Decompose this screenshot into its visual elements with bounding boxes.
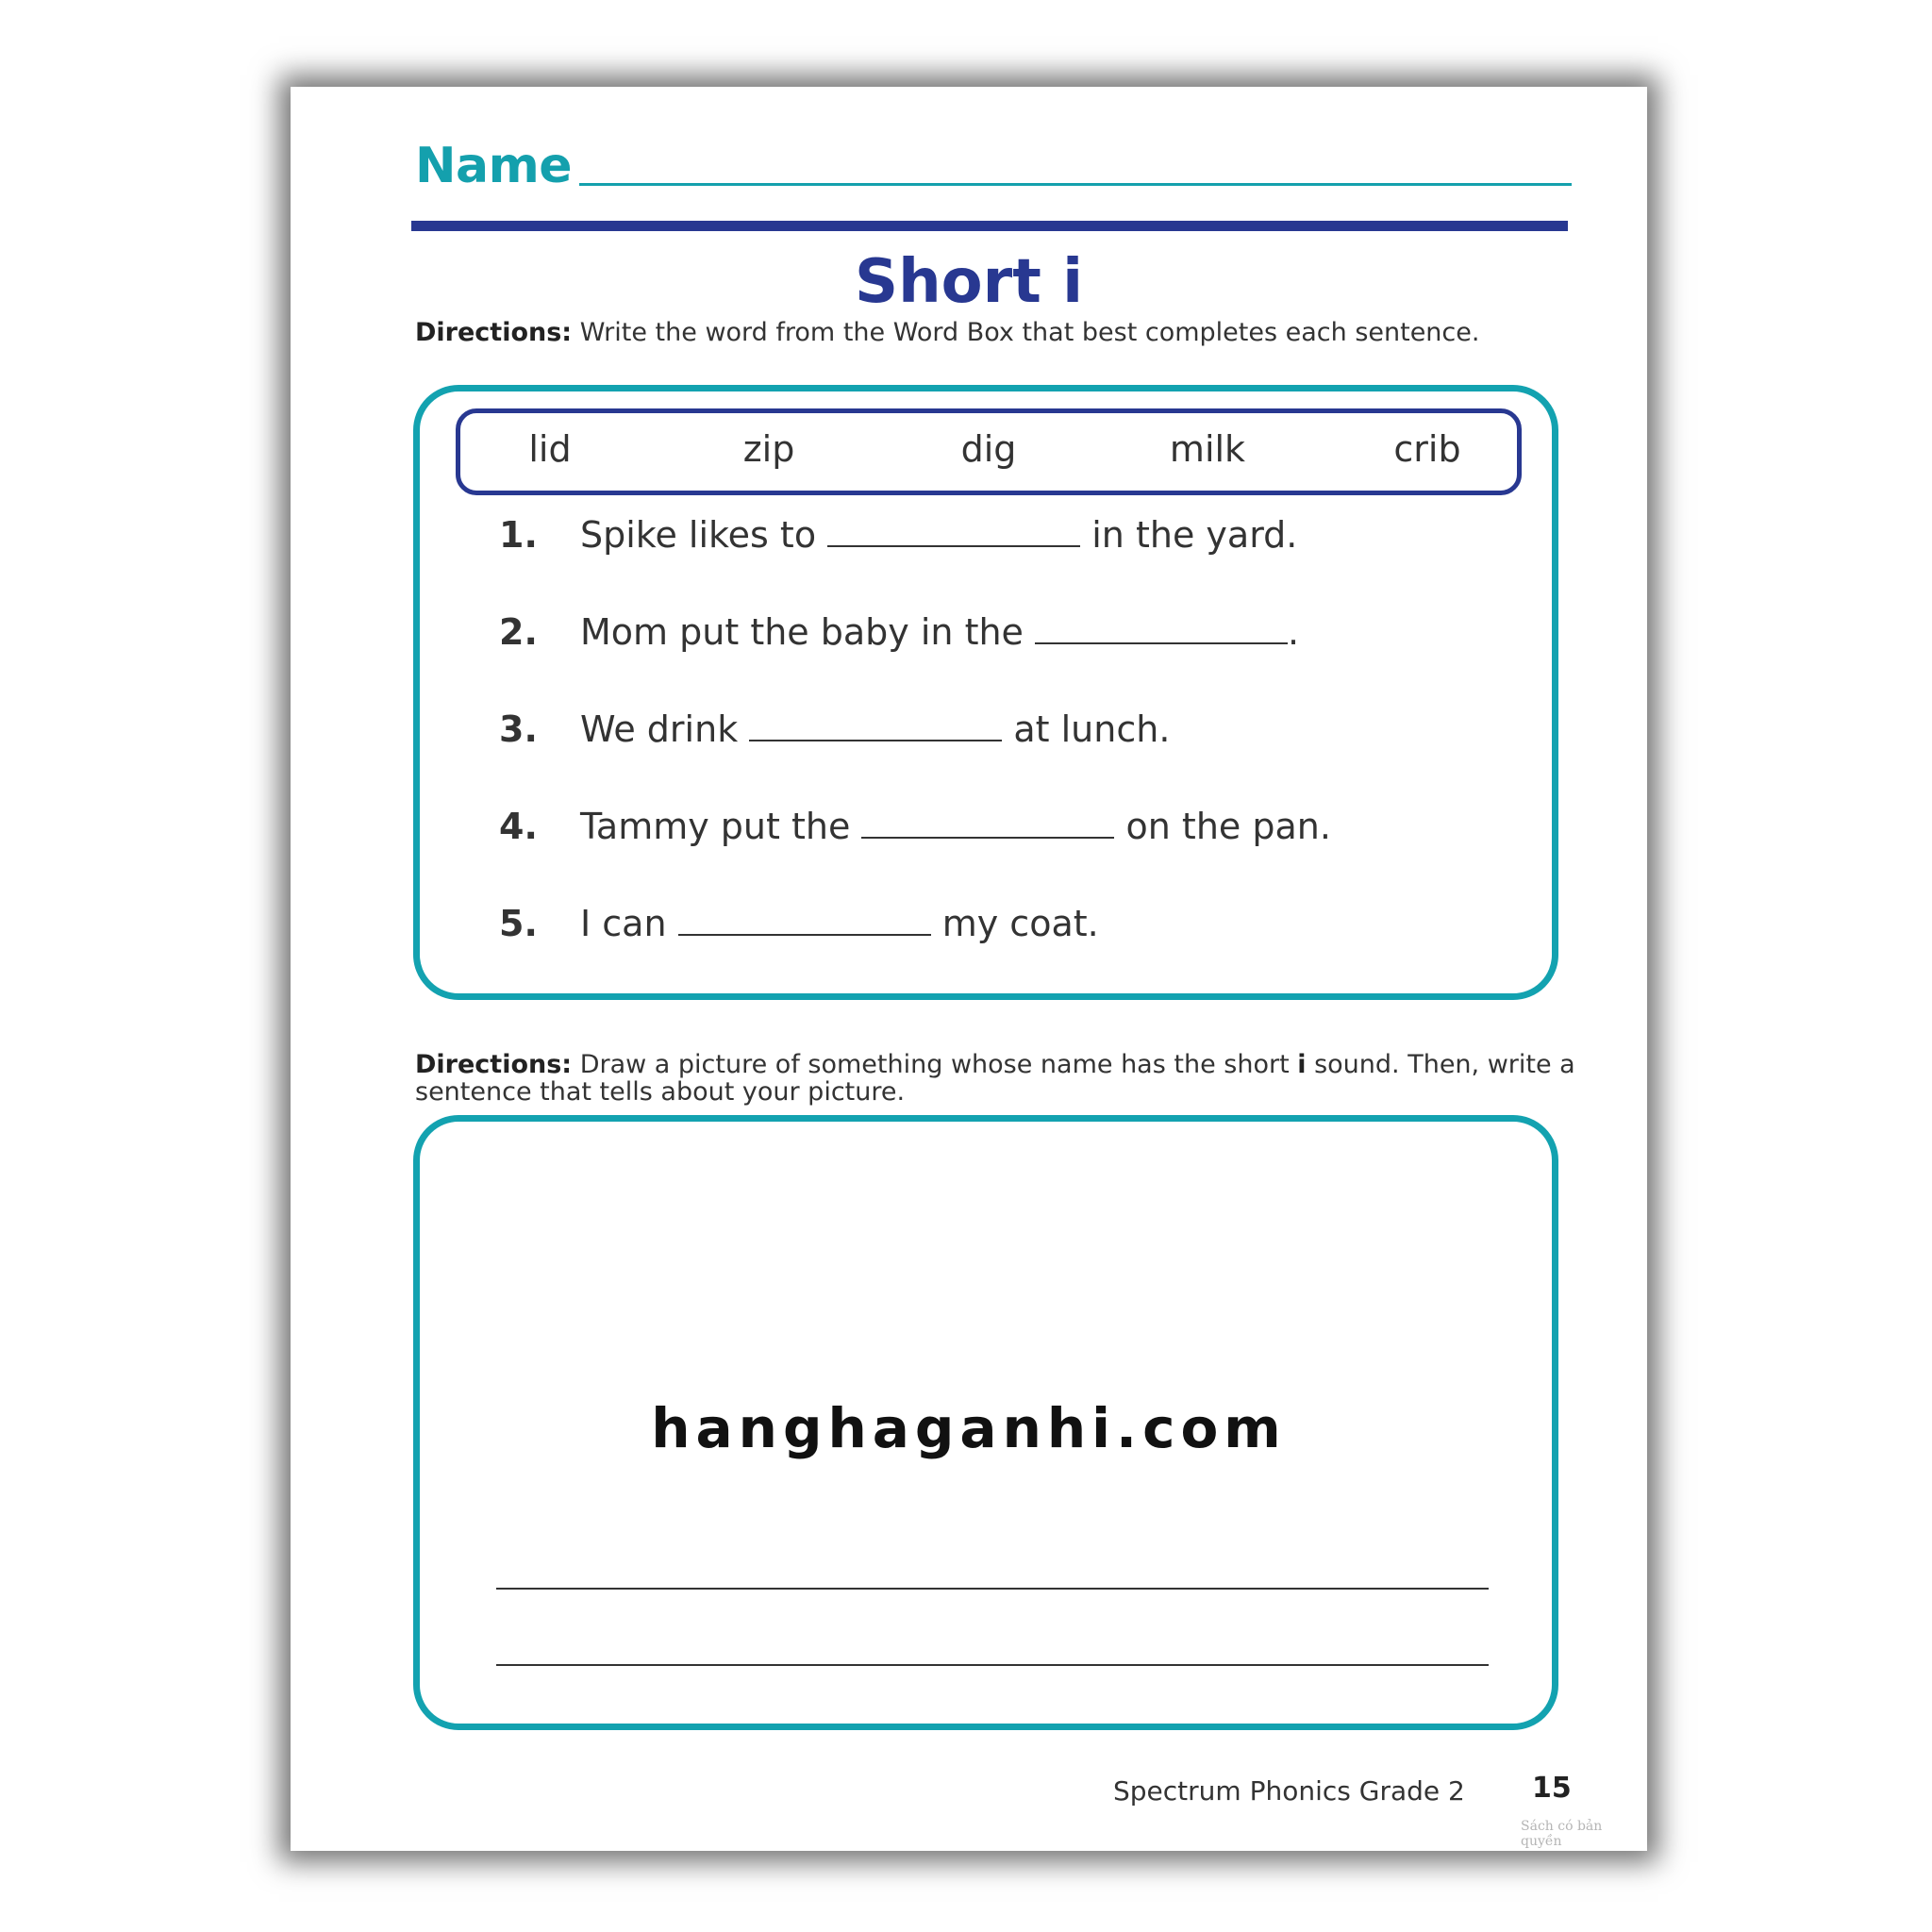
word-box-item: zip [742, 428, 795, 470]
question-text-after: at lunch. [1002, 708, 1171, 750]
sentence-write-line[interactable] [496, 1664, 1489, 1666]
page-title: Short i [855, 247, 1083, 317]
directions-1-label: Directions: [415, 318, 573, 347]
header-rule [411, 221, 1568, 231]
word-box-item: milk [1169, 428, 1246, 470]
worksheet-page [291, 87, 1647, 1851]
question-number: 3. [499, 708, 538, 750]
directions-1 [415, 319, 1585, 346]
question-text-before: I can [580, 903, 678, 944]
name-write-line [579, 183, 1572, 186]
question-text-before: Mom put the baby in the [580, 611, 1036, 653]
question-4 [499, 806, 1331, 847]
question-5 [499, 903, 1099, 944]
directions-2 [415, 1051, 1575, 1106]
question-text-after: in the yard. [1080, 514, 1298, 556]
question-number: 1. [499, 514, 538, 556]
page-number: 15 [1532, 1772, 1572, 1805]
question-1 [499, 514, 1297, 556]
answer-blank[interactable] [861, 808, 1114, 839]
word-box-item: dig [960, 428, 1017, 470]
watermark-text: hanghaganhi.com [651, 1396, 1287, 1460]
question-3 [499, 708, 1170, 750]
word-box-item: lid [528, 428, 572, 470]
question-text-before: We drink [580, 708, 750, 750]
question-text-before: Tammy put the [580, 806, 862, 847]
word-box [456, 408, 1522, 495]
question-text-before: Spike likes to [580, 514, 828, 556]
word-box-item: crib [1393, 428, 1461, 470]
book-title: Spectrum Phonics Grade 2 [1113, 1775, 1465, 1807]
question-text-after: . [1288, 611, 1300, 653]
answer-blank[interactable] [678, 906, 931, 936]
name-label: Name [415, 138, 573, 194]
directions-2-text-end: sound. Then, write a sentence that tells about your picture. [415, 1050, 1575, 1107]
question-number: 5. [499, 903, 538, 944]
answer-blank[interactable] [1035, 614, 1288, 644]
question-text-after: on the pan. [1114, 806, 1331, 847]
question-number: 2. [499, 611, 538, 653]
exercise-box [413, 385, 1558, 1000]
directions-2-label: Directions: [415, 1050, 573, 1079]
question-text-after: my coat. [930, 903, 1099, 944]
directions-2-emphasis: i [1297, 1050, 1307, 1079]
question-2 [499, 611, 1299, 653]
directions-1-text: Write the word from the Word Box that best completes each sentence. [572, 318, 1480, 347]
question-number: 4. [499, 806, 538, 847]
copyright-note: Sách có bản quyền [1521, 1819, 1603, 1849]
directions-2-text: Draw a picture of something whose name has the short [572, 1050, 1298, 1079]
sentence-write-line[interactable] [496, 1588, 1489, 1590]
answer-blank[interactable] [827, 517, 1080, 547]
answer-blank[interactable] [749, 711, 1002, 741]
